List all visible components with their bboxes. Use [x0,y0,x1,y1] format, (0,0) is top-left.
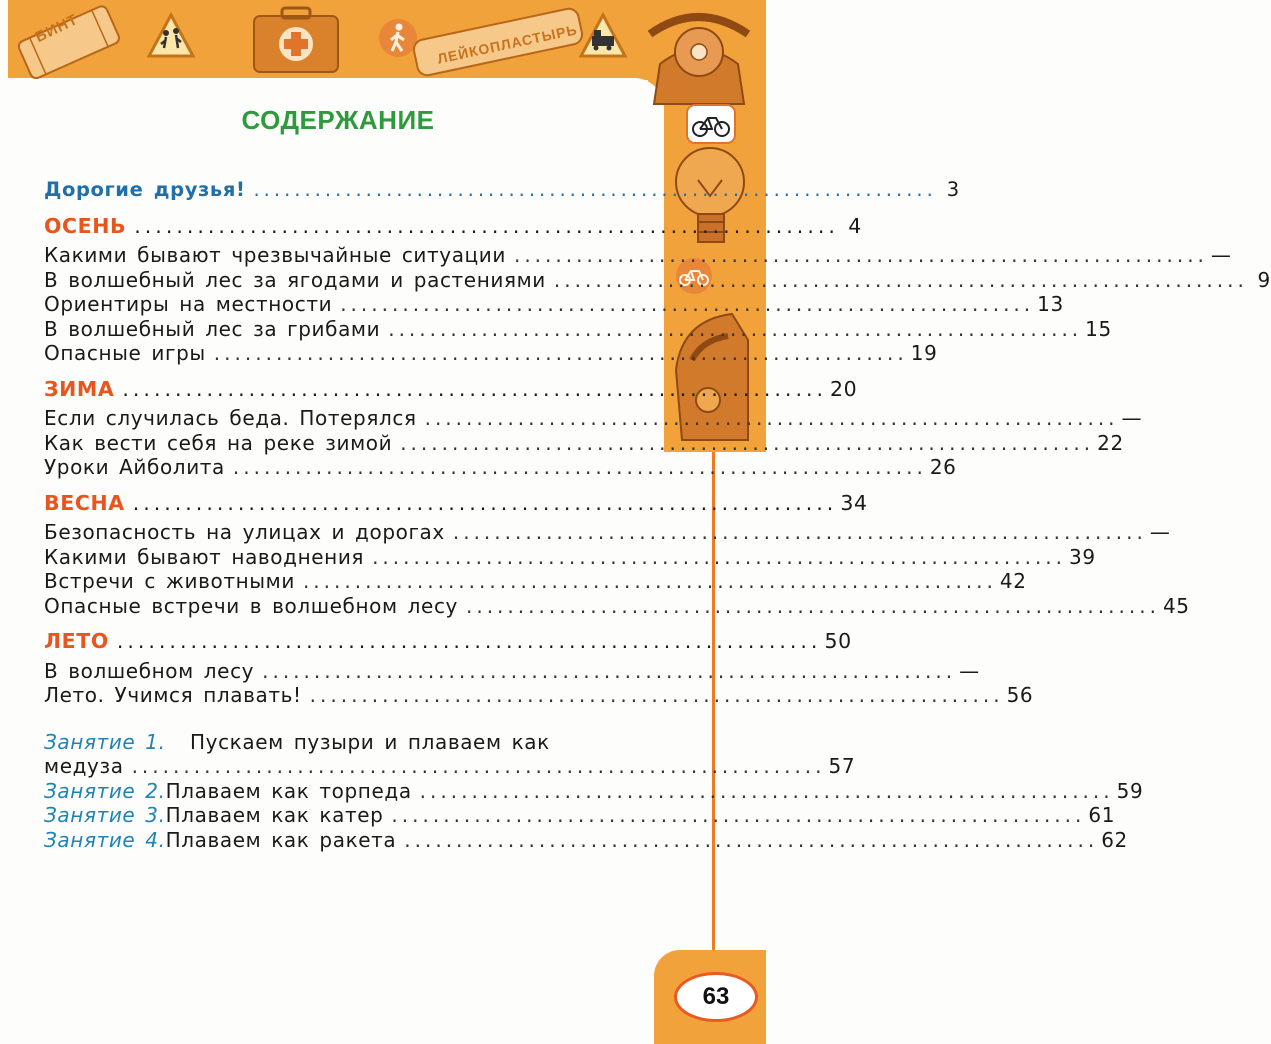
dot-leader: ................................................................... [134,213,839,238]
section-name: ОСЕНЬ [44,213,127,238]
toc-entry [44,658,980,684]
entry-label: Уроки Айболита [44,455,225,479]
bicycle-sign-icon [686,104,736,144]
dot-leader: ................................................................... [513,243,1208,267]
dot-leader: ................................................................... [116,629,822,653]
railway-crossing-sign-icon [578,12,628,60]
lesson-title: Плаваем как торпеда [165,778,412,803]
lesson-title: Плаваем как ракета [165,827,397,852]
entry-label: Дорогие друзья! [44,178,246,201]
entry-page: 26 [929,455,957,479]
section-name: ВЕСНА [44,490,125,515]
entry-label: Ориентиры на местности [44,292,333,316]
toc-entry [44,544,1096,570]
dot-leader: ................................................................... [131,754,826,778]
entry-label: Встречи с животными [44,569,295,593]
page-number: 63 [674,972,758,1022]
dot-leader: ................................................................... [309,683,1004,707]
entry-label: В волшебный лес за грибами [44,316,381,341]
entry-label: В волшебный лес за ягодами и растениями [44,267,546,292]
lesson-entry-continuation [44,754,856,779]
rotary-telephone-icon [640,4,756,116]
dot-leader: ................................................................... [122,376,827,401]
section-heading-autumn [44,213,862,239]
entry-page: 3 [946,178,960,201]
toc-intro-entry [44,178,960,203]
dot-leader: ................................................................... [340,292,1035,316]
entry-page: — [959,658,980,683]
entry-page: — [1121,406,1143,430]
toc-entry [44,406,1143,431]
children-crossing-sign-icon [146,12,196,60]
entry-label: В волшебном лесу [44,658,255,683]
lesson-entry [44,778,1144,804]
lesson-entry [44,827,1128,853]
dot-leader: ................................................................... [400,430,1095,455]
lesson-entry [44,730,636,755]
dot-leader: ................................................................... [391,803,1086,827]
entry-page: 15 [1085,316,1112,341]
entry-page: 19 [910,341,938,365]
entry-page: 61 [1088,803,1116,827]
dot-leader: ................................................................... [262,658,957,683]
toc-entry [44,569,1027,594]
toc-entry [44,455,957,480]
dot-leader: ................................................................... [419,778,1114,803]
swimming-lessons-list [44,729,1144,853]
toc-entry [44,683,1034,708]
entry-page: 59 [1116,778,1144,803]
entry-label: Опасные игры [44,341,206,365]
entry-page: 45 [1162,593,1190,618]
bandage-roll-label: БИНТ [32,10,81,47]
entry-page: 42 [999,569,1027,593]
entry-page: 57 [828,754,856,778]
table-of-contents [44,172,1271,852]
section-heading-summer [44,629,852,654]
section-page: 4 [848,213,862,238]
dot-leader: ................................................................... [213,341,908,365]
toc-entry [44,292,1064,317]
entry-label: Лето. Учимся плавать! [44,683,302,707]
section-name: ЛЕТО [44,629,109,653]
dot-leader: ................................................................... [553,267,1248,292]
lesson-entry [44,803,1116,828]
dot-leader: ................................................................... [465,593,1160,618]
lesson-label: Занятие 3. [44,803,166,827]
entry-page: 9 [1257,267,1271,292]
dot-leader: ................................................................... [388,316,1083,341]
first-aid-kit-icon [248,4,344,76]
lesson-label: Занятие 1. [44,729,166,754]
section-page: 34 [840,490,868,515]
dot-leader: ................................................................... [372,544,1067,569]
entry-page: — [1149,520,1171,544]
entry-page: 39 [1069,544,1096,569]
section-heading-winter [44,376,858,402]
entry-page: 56 [1006,683,1034,707]
toc-entry [44,341,938,366]
entry-label: Какими бывают наводнения [44,544,365,569]
entry-label: Опасные встречи в волшебном лесу [44,593,458,618]
toc-entry [44,316,1112,342]
dot-leader: ................................................................... [253,178,937,201]
bandage-strip-label: ЛЕЙКОПЛАСТЫРЬ [435,21,579,67]
lesson-label: Занятие 4. [44,827,166,852]
toc-entry [44,593,1190,619]
section-heading-spring [44,490,868,516]
section-page: 50 [824,629,852,653]
toc-entry [44,267,1271,293]
dot-leader: ................................................................... [452,520,1147,544]
lesson-title: Плаваем как катер [165,803,384,827]
page-title: СОДЕРЖАНИЕ [241,105,435,135]
toc-entry [44,243,1232,268]
section-page: 20 [830,376,858,401]
dot-leader: ................................................................... [424,406,1119,430]
section-name: ЗИМА [44,376,115,401]
toc-entry [44,520,1171,545]
entry-page: 62 [1101,827,1128,852]
dot-leader: ................................................................... [404,827,1099,852]
entry-page: — [1210,243,1232,267]
dot-leader: ................................................................... [302,569,997,593]
entry-label: Какими бывают чрезвычайные ситуации [44,243,506,267]
entry-page: 13 [1037,292,1064,316]
entry-label: Как вести себя на реке зимой [44,430,393,455]
entry-label: Безопасность на улицах и дорогах [44,520,445,544]
lesson-title-continued: медуза [44,754,124,778]
dot-leader: ................................................................... [232,455,927,479]
entry-page: 22 [1097,430,1124,455]
dot-leader: ................................................................... [132,490,838,515]
lesson-title: Пускаем пузыри и плаваем как [190,729,550,754]
lesson-label: Занятие 2. [44,778,166,803]
entry-label: Если случилась беда. Потерялся [44,406,417,430]
toc-entry [44,430,1124,456]
